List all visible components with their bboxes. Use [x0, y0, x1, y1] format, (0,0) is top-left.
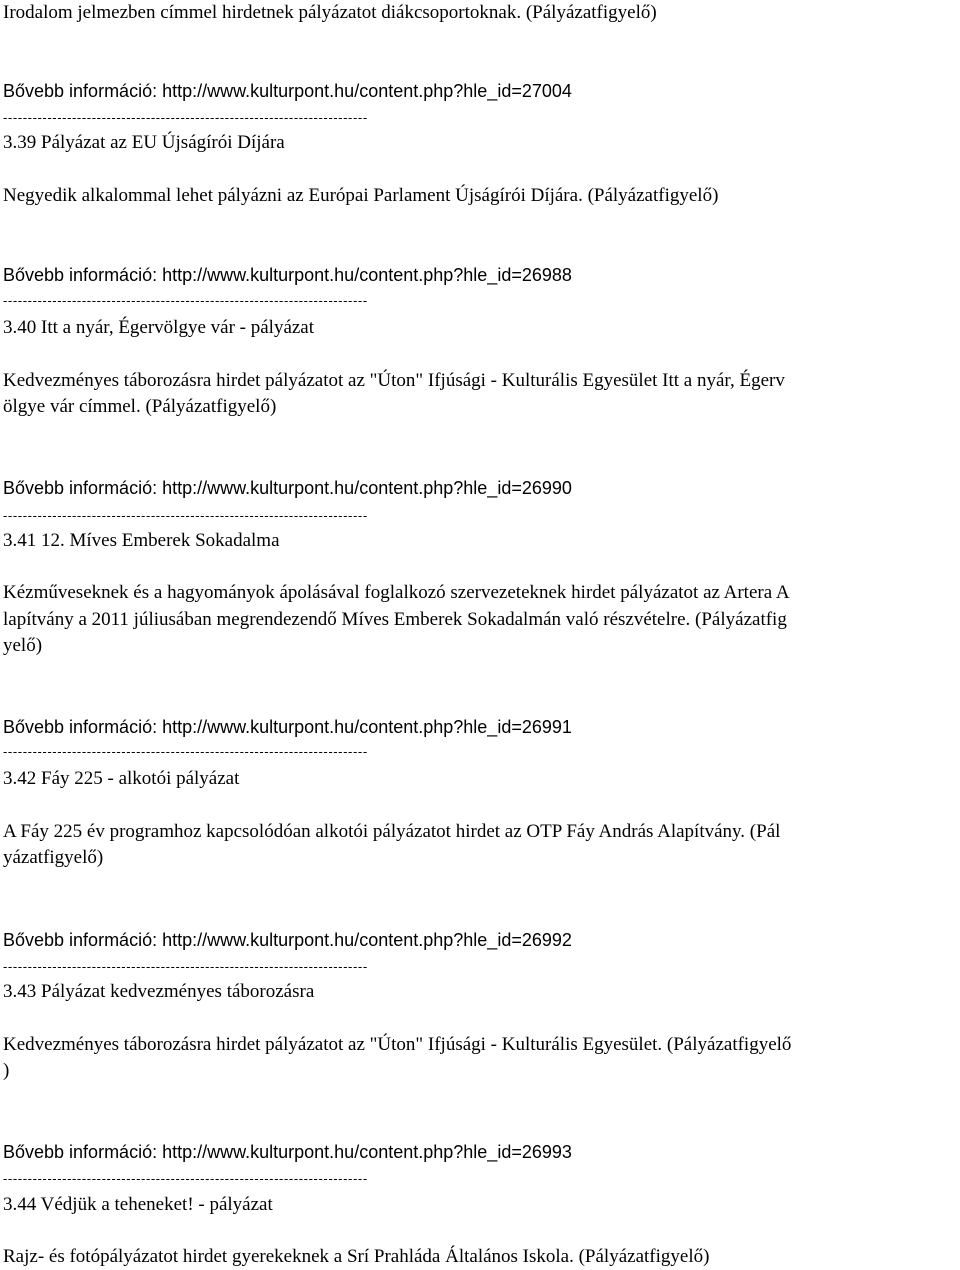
separator: -------------------------------------------------------------------------- — [3, 110, 368, 125]
more-info-line — [3, 80, 572, 102]
intro-text: Irodalom jelmezben címmel hirdetnek pályázatot diákcsoportoknak. (Pályázatfigyelő) — [3, 2, 657, 23]
more-info-link[interactable]: http://www.kulturpont.hu/content.php?hle_id=26988 — [162, 265, 572, 285]
separator: -------------------------------------------------------------------------- — [3, 508, 368, 523]
section-body: Kedvezményes táborozásra hirdet pályázatot az "Úton" Ifjúsági - Kulturális Egyesület. (Pályázatfigyelő — [3, 1034, 792, 1055]
more-info-line — [3, 929, 572, 951]
separator: -------------------------------------------------------------------------- — [3, 1171, 368, 1186]
section-body: lapítvány a 2011 júliusában megrendezendő Míves Emberek Sokadalmán való részvételre. (Pályázatfig — [3, 609, 787, 630]
more-info-line — [3, 1141, 572, 1163]
more-info-label: Bővebb információ: — [3, 478, 163, 498]
more-info-link[interactable]: http://www.kulturpont.hu/content.php?hle_id=26991 — [162, 717, 572, 737]
more-info-label: Bővebb információ: — [3, 81, 163, 101]
more-info-link[interactable]: http://www.kulturpont.hu/content.php?hle_id=26993 — [162, 1142, 572, 1162]
section-body: yázatfigyelő) — [3, 847, 104, 868]
section-body: Kézműveseknek és a hagyományok ápolásával foglalkozó szervezeteknek hirdet pályázatot az Artera A — [3, 582, 790, 603]
section-body: Rajz- és fotópályázatot hirdet gyerekeknek a Srí Prahláda Általános Iskola. (Pályázatfigyelő) — [3, 1246, 710, 1267]
more-info-line — [3, 716, 572, 738]
section-body: yelő) — [3, 635, 43, 656]
section-body: ölgye vár címmel. (Pályázatfigyelő) — [3, 396, 277, 417]
section-title: 3.44 Védjük a teheneket! - pályázat — [3, 1194, 273, 1215]
separator: -------------------------------------------------------------------------- — [3, 744, 368, 759]
more-info-link[interactable]: http://www.kulturpont.hu/content.php?hle_id=26990 — [162, 478, 572, 498]
section-title: 3.40 Itt a nyár, Égervölgye vár - pályázat — [3, 317, 315, 338]
section-title: 3.42 Fáy 225 - alkotói pályázat — [3, 768, 240, 789]
section-body: A Fáy 225 év programhoz kapcsolódóan alkotói pályázatot hirdet az OTP Fáy András Alapítvány. (Pál — [3, 821, 781, 842]
more-info-label: Bővebb információ: — [3, 717, 163, 737]
section-body: Kedvezményes táborozásra hirdet pályázatot az "Úton" Ifjúsági - Kulturális Egyesület Itt a nyár, Égerv — [3, 370, 785, 391]
section-body: Negyedik alkalommal lehet pályázni az Európai Parlament Újságírói Díjára. (Pályázatfigyelő) — [3, 185, 719, 206]
more-info-label: Bővebb információ: — [3, 1142, 163, 1162]
separator: -------------------------------------------------------------------------- — [3, 959, 368, 974]
separator: -------------------------------------------------------------------------- — [3, 293, 368, 308]
section-title: 3.41 12. Míves Emberek Sokadalma — [3, 530, 280, 551]
more-info-link[interactable]: http://www.kulturpont.hu/content.php?hle_id=26992 — [162, 930, 572, 950]
more-info-line — [3, 264, 572, 286]
more-info-line — [3, 477, 572, 499]
more-info-label: Bővebb információ: — [3, 930, 163, 950]
more-info-link[interactable]: http://www.kulturpont.hu/content.php?hle_id=27004 — [162, 81, 572, 101]
more-info-label: Bővebb információ: — [3, 265, 163, 285]
section-title: 3.43 Pályázat kedvezményes táborozásra — [3, 981, 315, 1002]
section-body: ) — [3, 1060, 10, 1081]
section-title: 3.39 Pályázat az EU Újságírói Díjára — [3, 132, 285, 153]
